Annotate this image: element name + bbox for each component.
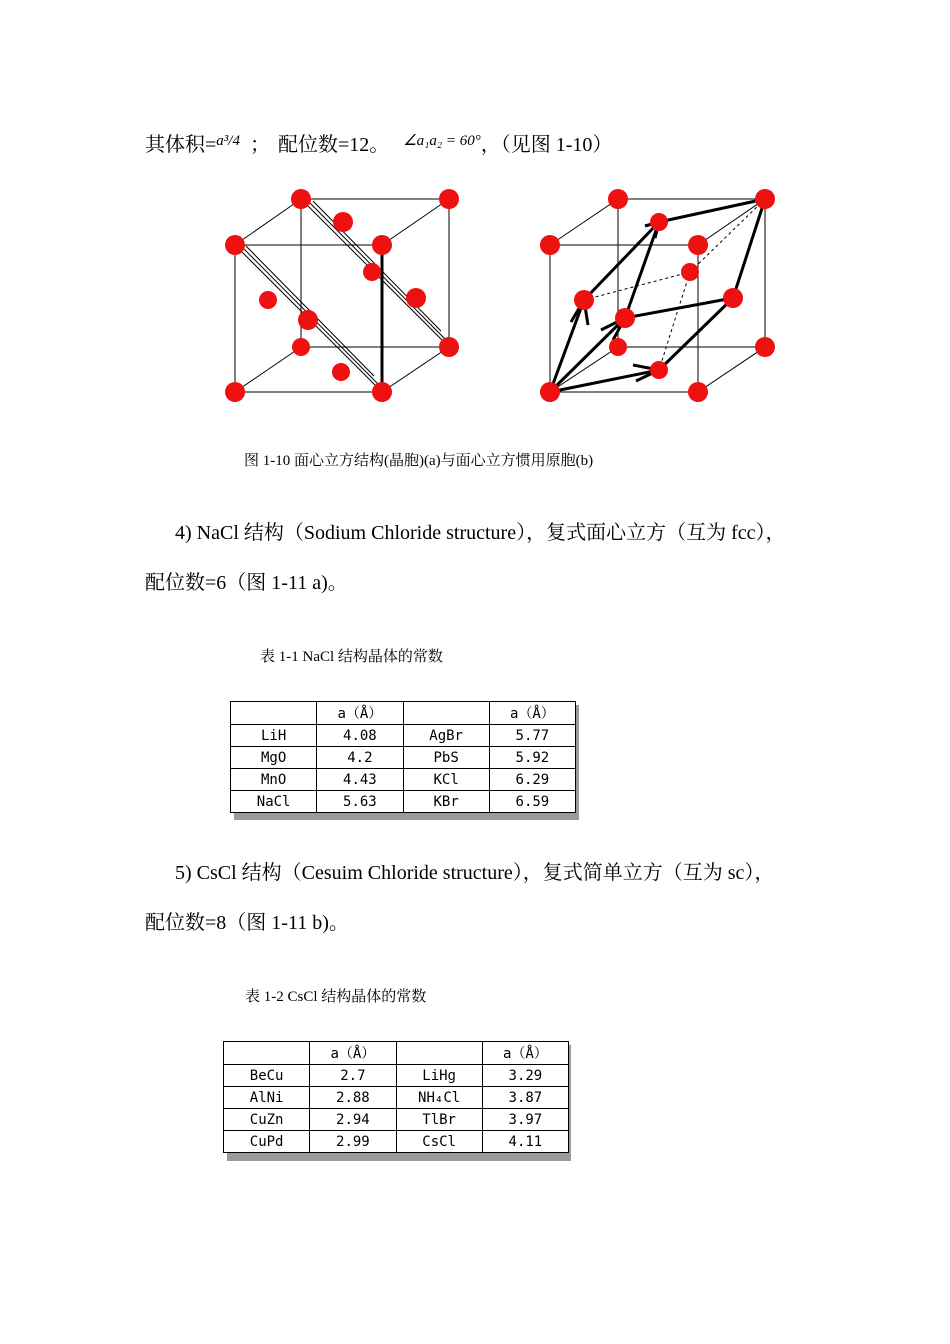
table-cell: MnO [231,769,317,791]
atom [372,235,392,255]
table-cell: 4.43 [317,769,403,791]
angle-formula: ∠a₁a₂ = 60° [403,133,481,149]
atom [298,310,318,330]
atom [439,189,459,209]
table-cell: LiH [231,725,317,747]
table-row [224,1131,569,1153]
figure-1-10 [215,185,795,410]
atom [439,337,459,357]
table2 [223,1041,569,1153]
table-cell: BeCu [224,1065,310,1087]
table-cell: 4.11 [482,1131,568,1153]
atom [755,337,775,357]
table-cell: 3.87 [482,1087,568,1109]
section4-line2: 配位数=6（图 1-11 a)。 [145,572,348,594]
table-cell: 4.08 [317,725,403,747]
header-cell [224,1042,310,1065]
table-cell: 4.2 [317,747,403,769]
table-cell: NH₄Cl [396,1087,482,1109]
table1 [230,701,576,813]
table-row [224,1087,569,1109]
header-cell [396,1042,482,1065]
section5-line1: 5) CsCl 结构（Cesuim Chloride structure），复式简单立方（互为 sc）， [175,862,775,884]
atom [574,290,594,310]
table-cell: 2.94 [310,1109,396,1131]
atom [225,382,245,402]
header-cell: a（Å） [310,1042,396,1065]
atom [540,382,560,402]
table-cell: 6.29 [489,769,575,791]
atom [723,288,743,308]
atom [650,213,668,231]
table-cell: 3.97 [482,1109,568,1131]
separator: ； [249,134,270,156]
table-cell: CsCl [396,1131,482,1153]
atom [650,361,668,379]
table-cell: 5.92 [489,747,575,769]
see-figure: ，（见图 1-10） [480,134,613,156]
section5-line2: 配位数=8（图 1-11 b)。 [145,912,349,934]
table-cell: MgO [231,747,317,769]
atom [259,291,277,309]
atom [609,338,627,356]
atom [332,363,350,381]
table-header-row [224,1042,569,1065]
table-cell: CuZn [224,1109,310,1131]
table-cell: TlBr [396,1109,482,1131]
atom [608,189,628,209]
table-cell: 2.99 [310,1131,396,1153]
header-cell [403,702,489,725]
table-cell: 6.59 [489,791,575,813]
table-header-row [231,702,576,725]
atom [688,382,708,402]
header-cell: a（Å） [489,702,575,725]
table-cell: 2.7 [310,1065,396,1087]
table2-caption: 表 1-2 CsCl 结构晶体的常数 [245,989,427,1005]
table-cell: CuPd [224,1131,310,1153]
table-row [231,747,576,769]
table-cell: AlNi [224,1087,310,1109]
table-cell: NaCl [231,791,317,813]
table1-caption: 表 1-1 NaCl 结构晶体的常数 [260,649,443,665]
volume-formula: a³/4 [216,133,240,149]
table-row [231,791,576,813]
table-cell: LiHg [396,1065,482,1087]
table-cell: 5.77 [489,725,575,747]
table-cell: AgBr [403,725,489,747]
table-cell: 2.88 [310,1087,396,1109]
header-cell [231,702,317,725]
atom [681,263,699,281]
table-row [224,1065,569,1087]
header-cell: a（Å） [317,702,403,725]
table-cell: KBr [403,791,489,813]
header-cell: a（Å） [482,1042,568,1065]
fcc-atoms-a [225,189,459,402]
figure-caption: 图 1-10 面心立方结构(晶胞)(a)与面心立方惯用原胞(b) [244,453,594,469]
coordination-number: 配位数=12。 [277,134,390,156]
atom [406,288,426,308]
atom [291,189,311,209]
table-cell: KCl [403,769,489,791]
atom [540,235,560,255]
intro-line [145,128,612,157]
fcc-atoms-b [540,189,775,402]
atom [615,308,635,328]
atom [688,235,708,255]
atom [225,235,245,255]
atom [755,189,775,209]
table-row [231,769,576,791]
atom [292,338,310,356]
atom [363,263,381,281]
section4-line1: 4) NaCl 结构（Sodium Chloride structure），复式面心立方（互为 fcc）， [175,522,786,544]
table-cell: 3.29 [482,1065,568,1087]
table-row [231,725,576,747]
atom [333,212,353,232]
volume-label: 其体积= [145,134,217,156]
table-cell: PbS [403,747,489,769]
atom [372,382,392,402]
table-cell: 5.63 [317,791,403,813]
table-row [224,1109,569,1131]
